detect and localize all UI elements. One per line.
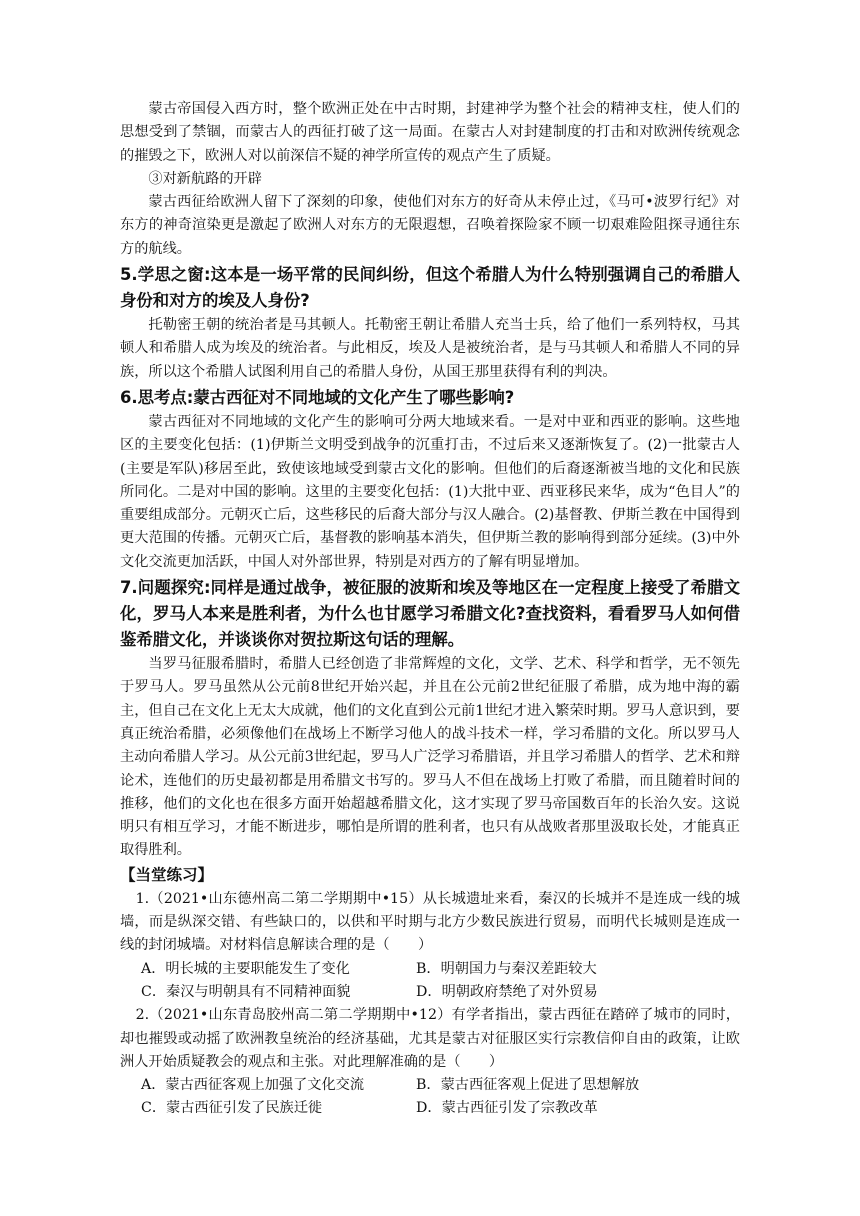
- question-1-options: [120, 958, 740, 1005]
- practice-heading: 【当堂练习】: [120, 865, 214, 884]
- subheading-new-route: ③对新航路的开辟: [148, 170, 262, 187]
- q2-option-d: D．蒙古西征引发了宗教改革: [416, 1100, 598, 1117]
- practice-question-2: 2.（2021•山东青岛胶州高二第二学期期中•12）有学者指出，蒙古西征在踏碎了城市的同时，却也摧毁或动摇了欧洲教皇统治的经济基础，尤其是蒙古对征服区实行宗教信仰自由的政策，让欧洲人开始质疑教会的观点和主张。对此理解准确的是（ ）: [120, 1007, 740, 1070]
- q1-option-b: B．明朝国力与秦汉差距较大: [416, 960, 597, 977]
- answer-5: 托勒密王朝的统治者是马其顿人。托勒密王朝让希腊人充当士兵，给了他们一系列特权，马其顿人和希腊人成为埃及的统治者。与此相反，埃及人是被统治者，是与马其顿人和希腊人不同的异族，所以这个希腊人试图利用自己的希腊人身份，从国王那里获得有利的判决。: [120, 317, 740, 380]
- answer-7: 当罗马征服希腊时，希腊人已经创造了非常辉煌的文化，文学、艺术、科学和哲学，无不领先于罗马人。罗马虽然从公元前8世纪开始兴起，并且在公元前2世纪征服了希腊，成为地中海的霸主，但自己在文化上无太大成就，他们的文化直到公元前1世纪才进入繁荣时期。罗马人意识到，要真正统治希腊，必须像他们在战场上不断学习他人的战斗技术一样，学习希腊的文化。所以罗马人主动向希腊人学习。从公元前3世纪起，罗马人广泛学习希腊语，并且学习希腊人的哲学、艺术和辩论术，连他们的历史最初都是用希腊文书写的。罗马人不但在战场上打败了希腊，而且随着时间的推移，他们的文化也在很多方面开始超越希腊文化，这才实现了罗马帝国数百年的长治久安。这说明只有相互学习，才能不断进步，哪怕是所谓的胜利者，也只有从战败者那里汲取长处，才能真正取得胜利。: [120, 656, 740, 859]
- q1-option-a: A．明长城的主要职能发生了变化: [141, 960, 350, 977]
- practice-question-1: 1.（2021•山东德州高二第二学期期中•15）从长城遗址来看，秦汉的长城并不是连成一线的城墙，而是纵深交错、有些缺口的，以供和平时期与北方少数民族进行贸易，而明代长城则是连成一线的封闭城墙。对材料信息解读合理的是（ ）: [120, 890, 740, 954]
- question-5-heading: 5.学思之窗:这本是一场平常的民间纠纷，但这个希腊人为什么特别强调自己的希腊人身份和对方的埃及人身份?: [120, 265, 740, 311]
- q1-option-c: C．秦汉与明朝具有不同精神面貌: [141, 983, 351, 1000]
- q2-option-c: C．蒙古西征引发了民族迁徙: [141, 1100, 323, 1117]
- paragraph-new-route: 蒙古西征给欧洲人留下了深刻的印象，使他们对东方的好奇从未停止过，《马可•波罗行纪》对东方的神奇渲染更是激起了欧洲人对东方的无限遐想，召唤着探险家不顾一切艰难险阻探寻通往东方的航线。: [120, 194, 740, 257]
- answer-6: 蒙古西征对不同地域的文化产生的影响可分两大地域来看。一是对中亚和西亚的影响。这些地区的主要变化包括：(1)伊斯兰文明受到战争的沉重打击，不过后来又逐渐恢复了。(2)一批蒙古人(主要是军队)移居至此，致使该地域受到蒙古文化的影响。但他们的后裔逐渐被当地的文化和民族所同化。二是对中国的影响。这里的主要变化包括：(1)大批中亚、西亚移民来华，成为“色目人”的重要组成部分。元朝灭亡后，这些移民的后裔大部分与汉人融合。(2)基督教、伊斯兰教在中国得到更大范围的传播。元朝灭亡后，基督教的影响基本消失，但伊斯兰教的影响得到部分延续。(3)中外文化交流更加活跃，中国人对外部世界，特别是对西方的了解有明显增加。: [120, 413, 740, 570]
- q2-option-b: B．蒙古西征客观上促进了思想解放: [416, 1077, 640, 1094]
- question-2-options: [120, 1074, 740, 1121]
- q2-option-a: A．蒙古西征客观上加强了文化交流: [141, 1077, 365, 1094]
- question-6-heading: 6.思考点:蒙古西征对不同地域的文化产生了哪些影响?: [120, 387, 515, 407]
- q1-option-d: D．明朝政府禁绝了对外贸易: [416, 983, 598, 1000]
- paragraph-mongol-europe: 蒙古帝国侵入西方时，整个欧洲正处在中古时期，封建神学为整个社会的精神支柱，使人们的思想受到了禁锢，而蒙古人的西征打破了这一局面。在蒙古人对封建制度的打击和对欧洲传统观念的摧毁之下，欧洲人对以前深信不疑的神学所宣传的观点产生了质疑。: [120, 101, 740, 164]
- document-page: [120, 98, 740, 1121]
- question-7-heading: 7.问题探究:同样是通过战争，被征服的波斯和埃及等地区在一定程度上接受了希腊文化，罗马人本来是胜利者，为什么也甘愿学习希腊文化?查找资料，看看罗马人如何借鉴希腊文化，并谈谈你对贺拉斯这句话的理解。: [120, 578, 740, 650]
